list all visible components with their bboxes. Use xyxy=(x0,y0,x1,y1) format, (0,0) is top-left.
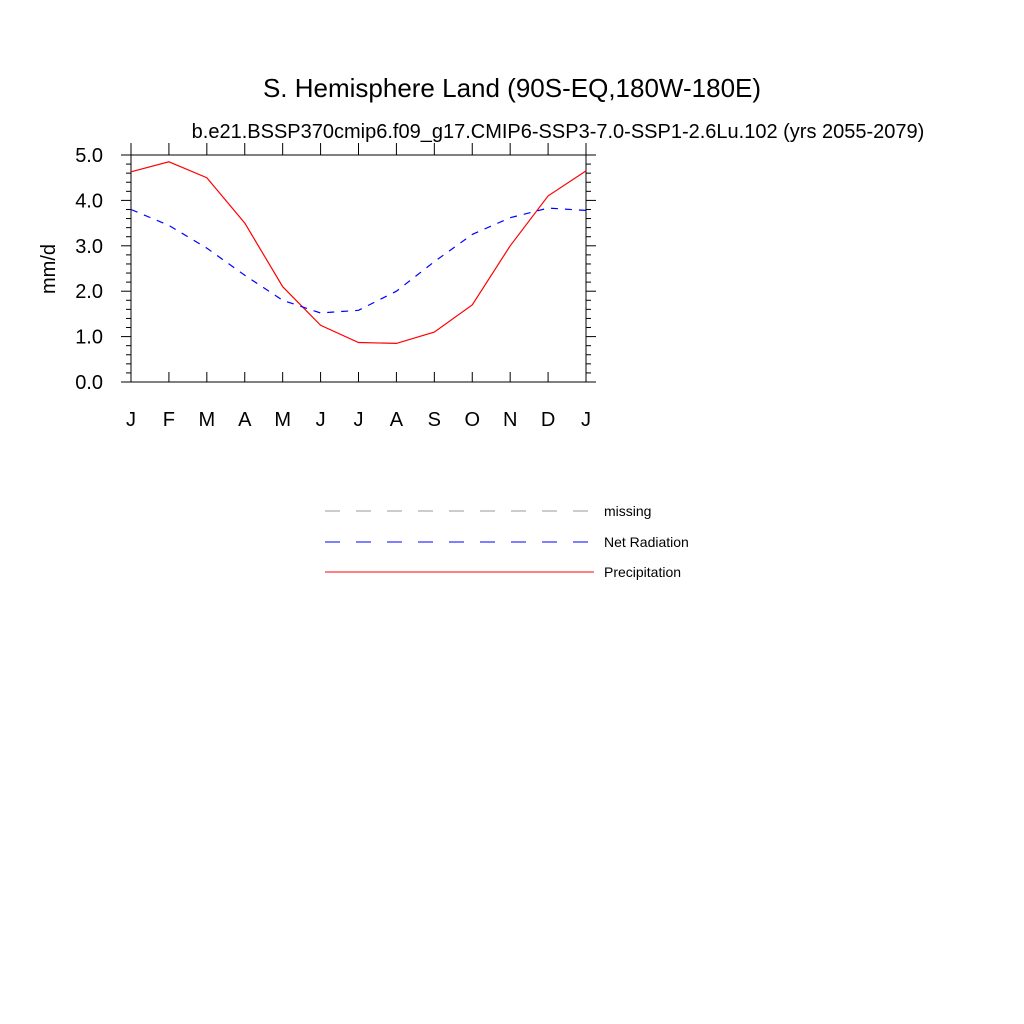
precipitation-point xyxy=(204,175,209,180)
net-radiation-point xyxy=(584,208,589,213)
net-radiation-line xyxy=(131,208,586,313)
net-radiation-point xyxy=(242,273,247,278)
legend xyxy=(325,503,689,580)
x-tick-label: A xyxy=(389,409,404,431)
legend-label-precipitation: Precipitation xyxy=(604,564,682,580)
x-tick-label: J xyxy=(315,409,326,431)
x-tick-label: J xyxy=(126,409,136,431)
net-radiation-point xyxy=(394,289,399,294)
x-tick-label: S xyxy=(427,409,442,431)
y-tick-label: 2.0 xyxy=(75,281,103,304)
ticks xyxy=(75,143,596,431)
x-tick-label: N xyxy=(502,409,518,431)
precipitation-point xyxy=(394,341,399,346)
chart-subtitle: b.e21.BSSP370cmip6.f09_g17.CMIP6-SSP3-7.0-SSP1-2.6Lu.102 (yrs 2055-2079) xyxy=(191,121,925,143)
y-tick-label: 0.0 xyxy=(75,372,103,394)
x-tick-label: M xyxy=(274,409,292,431)
precipitation-point xyxy=(242,221,247,226)
net-radiation-point xyxy=(356,308,361,313)
plot-frame xyxy=(131,155,586,382)
net-radiation-point xyxy=(280,298,285,303)
net-radiation-point xyxy=(129,207,134,212)
precipitation-point xyxy=(546,193,551,198)
precipitation-point xyxy=(584,168,589,173)
legend-label-missing: missing xyxy=(604,503,652,519)
x-tick-label: O xyxy=(464,409,481,431)
y-tick-label: 4.0 xyxy=(75,190,103,213)
precipitation-point xyxy=(280,284,285,289)
net-radiation-point xyxy=(204,246,209,251)
x-tick-label: D xyxy=(540,409,556,431)
net-radiation-point xyxy=(508,215,513,220)
x-tick-label: F xyxy=(162,409,176,431)
precipitation-line xyxy=(131,162,586,344)
precipitation-point xyxy=(318,323,323,328)
net-radiation-point xyxy=(318,310,323,315)
y-tick-label: 1.0 xyxy=(75,326,103,349)
precipitation-point xyxy=(432,330,437,335)
net-radiation-point xyxy=(470,232,475,237)
x-tick-label: A xyxy=(238,409,252,431)
legend-label-net-radiation: Net Radiation xyxy=(604,534,689,550)
x-tick-label: J xyxy=(581,409,591,431)
x-tick-label: J xyxy=(353,409,364,431)
y-tick-label: 3.0 xyxy=(75,235,103,258)
y-tick-label: 5.0 xyxy=(75,145,103,167)
precipitation-point xyxy=(166,159,171,164)
net-radiation-point xyxy=(166,223,171,228)
precipitation-point xyxy=(356,340,361,345)
y-axis-label: mm/d xyxy=(38,244,60,294)
precipitation-point xyxy=(129,169,134,174)
precipitation-point xyxy=(508,243,513,248)
net-radiation-point xyxy=(432,259,437,264)
precipitation-point xyxy=(470,302,475,307)
chart-title: S. Hemisphere Land (90S-EQ,180W-180E) xyxy=(262,73,762,103)
x-tick-label: M xyxy=(198,409,216,431)
series xyxy=(129,159,589,346)
net-radiation-point xyxy=(546,206,551,211)
